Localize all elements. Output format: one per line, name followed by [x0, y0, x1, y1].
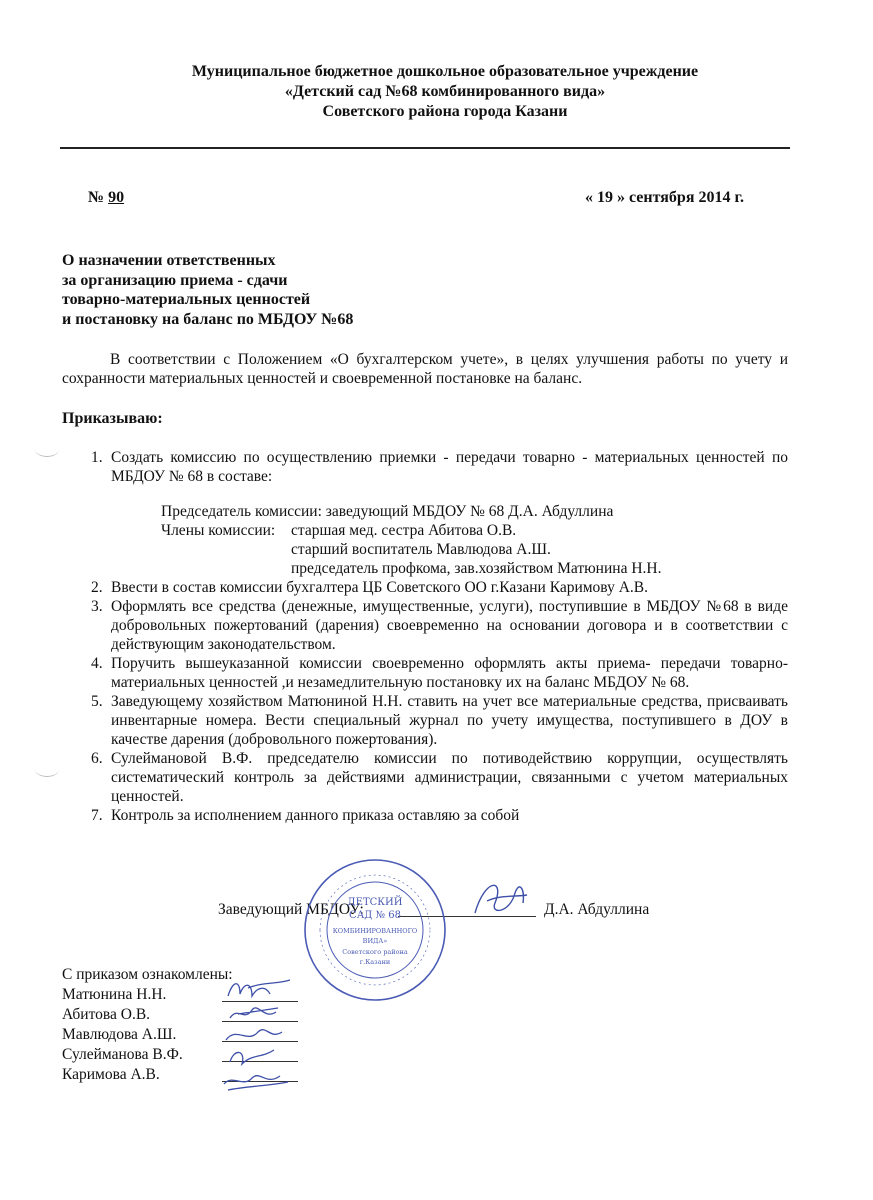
item-number: 2. [91, 579, 103, 596]
order-item [82, 448, 788, 578]
item-text: Сулеймановой В.Ф. председателю комиссии по потиводействию коррупции, осуществлять систематический контроль за действиями администрации, связанными с учетом материальных ценностей. [111, 750, 788, 805]
header-line-2: «Детский сад №68 комбинированного вида» [284, 83, 606, 100]
committee-member [161, 559, 788, 578]
committee-member [161, 540, 788, 559]
ack-person: Матюнина Н.Н. [62, 986, 167, 1003]
signoff-title: Заведующий МБДОУ: [218, 901, 364, 918]
decree-word: Приказываю: [62, 410, 163, 427]
order-subject [62, 251, 353, 329]
item-number: 7. [91, 807, 103, 824]
intro-paragraph: В соответствии с Положением «О бухгалтерском учете», в целях улучшения работы по учету и сохранности материальных ценностей и своевременной постановке на баланс. [62, 351, 788, 387]
committee-members-label: Члены комиссии: [161, 522, 276, 539]
committee-member-name: старший воспитатель Мавлюдова А.Ш. [291, 541, 551, 558]
header-line-1: Муниципальное бюджетное дошкольное образовательное учреждение [191, 63, 699, 80]
order-number-value: 90 [108, 189, 125, 206]
item-text: Контроль за исполнением данного приказа оставляю за собой [111, 807, 520, 824]
subject-line: О назначении ответственных [62, 252, 276, 269]
official-stamp [300, 855, 450, 1005]
order-item [82, 578, 788, 597]
stamp-text: ДЕТСКИЙ [347, 897, 403, 908]
item-text: Создать комиссию по осуществлению приемки - передачи товарно - материальных ценностей по МБДОУ № 68 в составе: [111, 449, 788, 485]
director-signature [465, 873, 535, 923]
order-item [82, 806, 788, 825]
committee-member-name: старшая мед. сестра Абитова О.В. [291, 522, 517, 539]
item-number: 3. [91, 598, 103, 615]
order-item [82, 597, 788, 654]
stamp-text: г.Казани [359, 958, 391, 966]
committee-chair-value: заведующий МБДОУ № 68 Д.А. Абдуллина [325, 503, 614, 520]
order-number-label: № [88, 189, 105, 206]
acknowledgement-signatures [218, 978, 298, 1103]
committee-member [161, 521, 788, 540]
committee-member-name: председатель профкома, зав.хозяйством Матюнина Н.Н. [291, 560, 662, 577]
order-items [82, 448, 788, 825]
committee-chair [161, 502, 788, 521]
committee-list [161, 502, 788, 578]
ack-person: Сулейманова В.Ф. [62, 1046, 183, 1063]
ack-person: Каримова А.В. [62, 1066, 160, 1083]
ack-person: Мавлюдова А.Ш. [62, 1026, 177, 1043]
item-text: Поручить вышеуказанной комиссии своевременно оформлять акты приема- передачи товарно-материальных ценностей ,и незамедлительную постановку их на баланс МБДОУ № 68. [111, 655, 788, 691]
item-number: 6. [91, 750, 103, 767]
header-divider [60, 147, 790, 149]
order-number [88, 188, 124, 207]
order-date: « 19 » сентября 2014 г. [585, 189, 744, 206]
item-number: 5. [91, 693, 103, 710]
stamp-text: Советского района [342, 948, 408, 956]
ack-title: С приказом ознакомлены: [62, 966, 233, 983]
signoff-name: Д.А. Абдуллина [544, 901, 650, 918]
ack-person: Абитова О.В. [62, 1006, 151, 1023]
header-line-3: Советского района города Казани [322, 103, 568, 120]
order-item [82, 654, 788, 692]
punch-hole-mark [35, 762, 59, 777]
item-number: 4. [91, 655, 103, 672]
committee-chair-label: Председатель комиссии: [161, 503, 322, 520]
stamp-text: ВИДА» [362, 937, 388, 945]
item-text: Заведующему хозяйством Матюниной Н.Н. ставить на учет все материальные средства, присваивать инвентарные номера. Вести специальный журнал по учету имущества, поступившего в ДОУ в качестве дарения (добровольного пожертования). [111, 693, 788, 748]
item-number: 1. [91, 449, 103, 466]
institution-header [60, 62, 830, 122]
stamp-text: КОМБИНИРОВАННОГО [332, 927, 418, 935]
order-item [82, 692, 788, 749]
item-text: Оформлять все средства (денежные, имущественные, услуги), поступившие в МБДОУ №68 в виде добровольных пожертований (дарения) своевременно на основании договора и в соответствии с действующим законодательством. [111, 598, 788, 653]
item-text: Ввести в состав комиссии бухгалтера ЦБ Советского ОО г.Казани Каримову А.В. [111, 579, 649, 596]
subject-line: и постановку на баланс по МБДОУ №68 [62, 310, 354, 328]
subject-line: товарно-материальных ценностей [62, 291, 311, 308]
order-item [82, 749, 788, 806]
stamp-text: САД № 68 [349, 910, 401, 921]
punch-hole-mark [35, 442, 59, 457]
subject-line: за организацию приема - сдачи [62, 271, 288, 289]
